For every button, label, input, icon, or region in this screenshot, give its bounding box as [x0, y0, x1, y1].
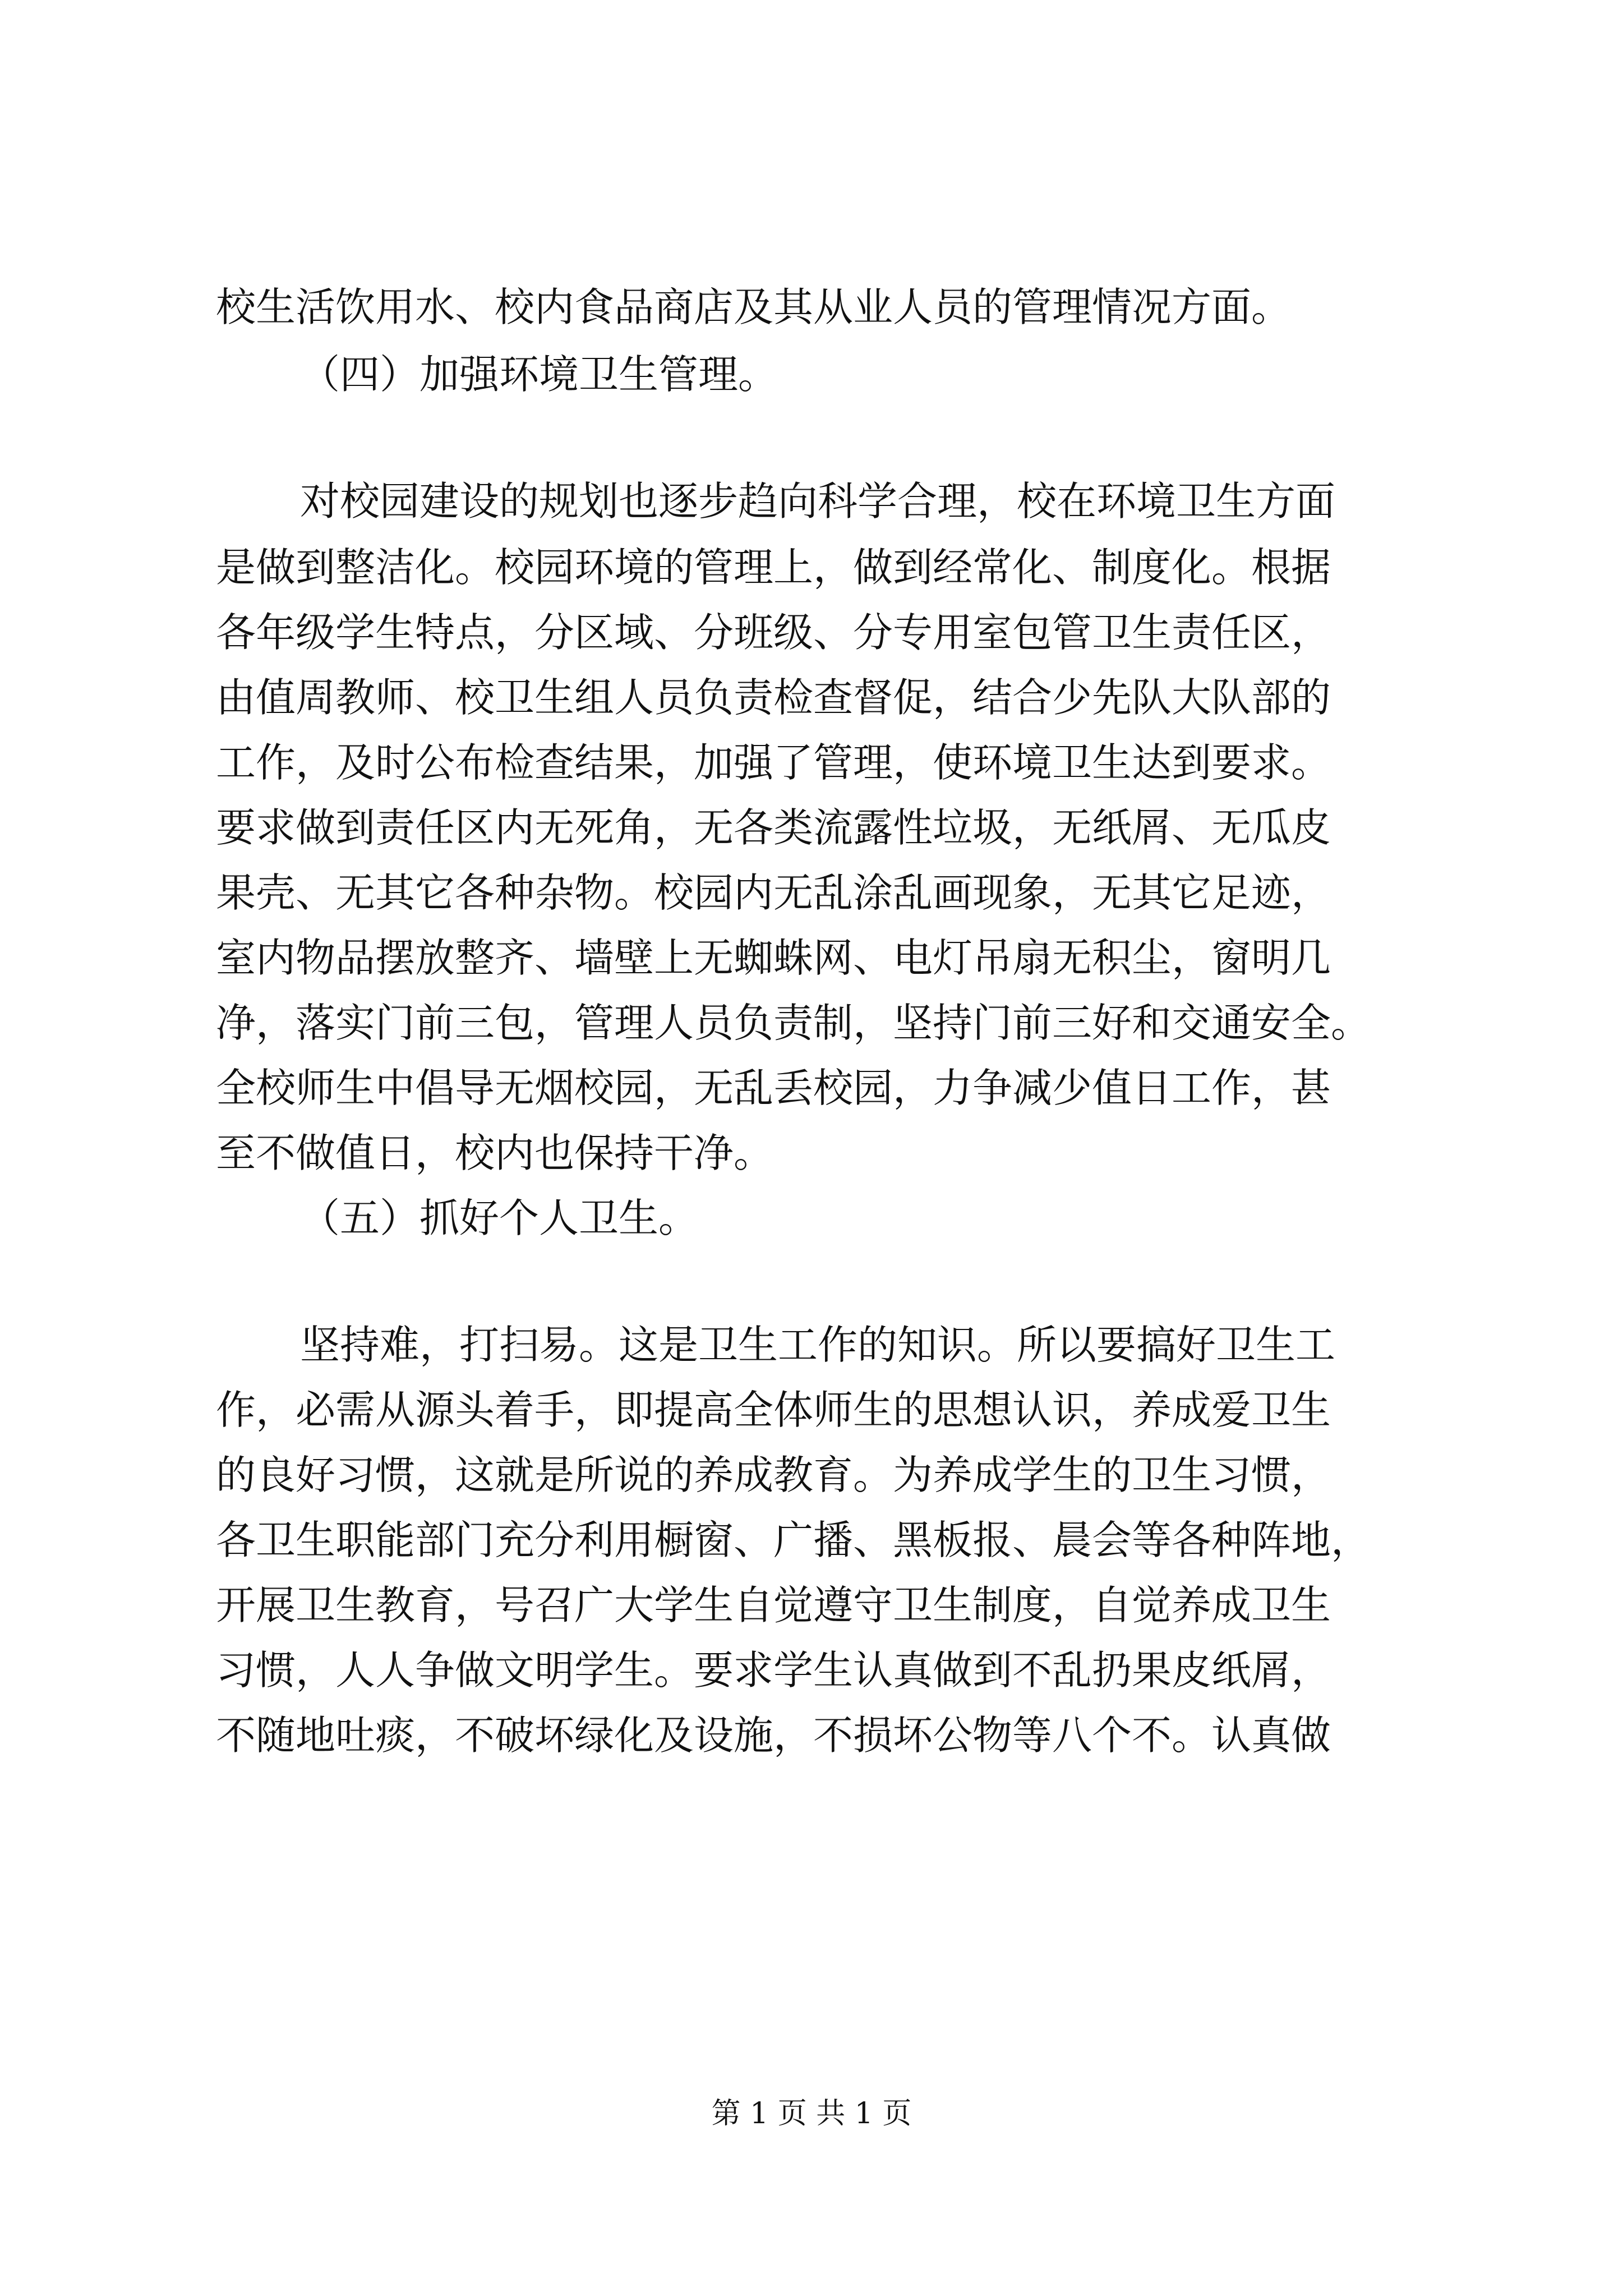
- body-line-16: 作，必需从源头着手，即提高全体师生的思想认识，养成爱卫生: [216, 1387, 1331, 1433]
- body-line-1: 校生活饮用水、校内食品商店及其从业人员的管理情况方面。: [216, 284, 1292, 330]
- body-line-7: 工作，及时公布检查结果，加强了管理，使环境卫生达到要求。: [216, 739, 1331, 786]
- body-line-10: 室内物品摆放整齐、墙壁上无蜘蛛网、电灯吊扇无积尘，窗明几: [216, 935, 1331, 981]
- section-heading-4: （四）加强环境卫生管理。: [300, 351, 778, 398]
- body-line-11: 净，落实门前三包，管理人员负责制，坚持门前三好和交通安全。: [216, 1000, 1371, 1046]
- body-line-3: 对校园建设的规划也逐步趋向科学合理，校在环境卫生方面: [300, 478, 1336, 524]
- body-line-12: 全校师生中倡导无烟校园，无乱丢校园，力争减少值日工作，甚: [216, 1065, 1331, 1111]
- body-line-13: 至不做值日，校内也保持干净。: [216, 1130, 774, 1176]
- body-line-5: 各年级学生特点，分区域、分班级、分专用室包管卫生责任区，: [216, 609, 1331, 656]
- body-line-20: 习惯，人人争做文明学生。要求学生认真做到不乱扔果皮纸屑，: [216, 1647, 1331, 1694]
- body-line-19: 开展卫生教育，号召广大学生自觉遵守卫生制度，自觉养成卫生: [216, 1582, 1331, 1628]
- body-line-9: 果壳、无其它各种杂物。校园内无乱涂乱画现象，无其它足迹，: [216, 869, 1331, 916]
- page-footer: 第 1 页 共 1 页: [711, 2097, 912, 2131]
- body-line-8: 要求做到责任区内无死角，无各类流露性垃圾，无纸屑、无瓜皮: [216, 804, 1331, 851]
- body-line-17: 的良好习惯，这就是所说的养成教育。为养成学生的卫生习惯，: [216, 1452, 1331, 1498]
- body-line-18: 各卫生职能部门充分利用橱窗、广播、黑板报、晨会等各种阵地，: [216, 1517, 1371, 1563]
- body-line-15: 坚持难，打扫易。这是卫生工作的知识。所以要搞好卫生工: [300, 1322, 1336, 1368]
- body-line-6: 由值周教师、校卫生组人员负责检查督促，结合少先队大队部的: [216, 674, 1331, 721]
- body-line-4: 是做到整洁化。校园环境的管理上，做到经常化、制度化。根据: [216, 544, 1331, 591]
- section-heading-5: （五）抓好个人卫生。: [300, 1195, 699, 1241]
- body-line-21: 不随地吐痰，不破坏绿化及设施，不损坏公物等八个不。认真做: [216, 1712, 1331, 1759]
